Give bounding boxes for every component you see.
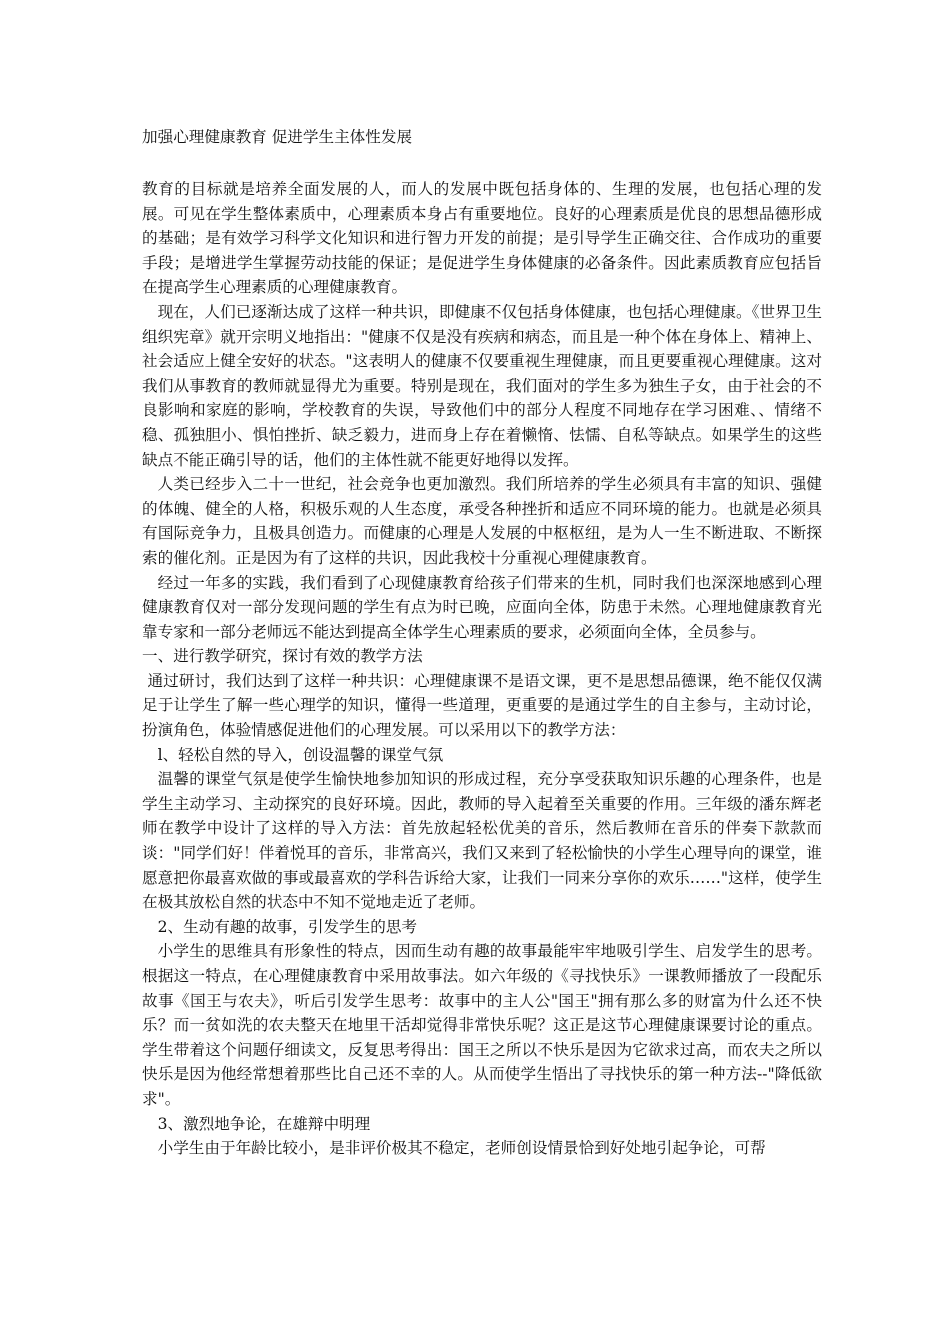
subheading-1: l、轻松自然的导入，创设温馨的课堂气氛 — [157, 745, 444, 764]
paragraph-4: 经过一年多的实践，我们看到了心现健康教育给孩子们带来的生机，同时我们也深深地感到心理健康教育仅对一部分发现问题的学生有点为时已晚，应面向全体，防患于未然。心理地健康教育光靠专家和一部分老师远不能达到提高全体学生心理素质的要求，必须面向全体，全员参与。 — [142, 573, 822, 641]
paragraph-8: 小学生由于年龄比较小，是非评价极其不稳定，老师创设情景恰到好处地引起争论，可帮 — [157, 1139, 766, 1158]
paragraph-7: 小学生的思维具有形象性的特点，因而生动有趣的故事最能牢牢地吸引学生、启发学生的思考。根据这一特点，在心理健康教育中采用故事法。如六年级的《寻找快乐》一课教师播放了一段配乐故事《国王与农夫》，听后引发学生思考：故事中的主人公"国王"拥有那么多的财富为什么还不快乐？而一贫如洗的农夫整天在地里干活却觉得非常快乐呢？这正是这节心理健康课要讨论的重点。学生带着这个问题仔细读文，反复思考得出：国王之所以不快乐是因为它欲求过高，而农夫之所以快乐是因为他经常想着那些比自己还不幸的人。从而使学生悟出了寻找快乐的第一种方法--"降低欲求"。 — [142, 942, 822, 1108]
section-heading-1: 一、进行教学研究，探讨有效的教学方法 — [142, 647, 423, 666]
paragraph-1: 教育的目标就是培养全面发展的人，而人的发展中既包括身体的、生理的发展，也包括心理的发展。可见在学生整体素质中，心理素质本身占有重要地位。良好的心理素质是优良的思想品德形成的基础；是有效学习科学文化知识和进行智力开发的前提；是引导学生正确交往、合作成功的重要手段；是增进学生掌握劳动技能的保证；是促进学生身体健康的必备条件。因此素质教育应包括旨在提高学生心理素质的心理健康教育。 — [142, 180, 822, 297]
paragraph-6: 温馨的课堂气氛是使学生愉快地参加知识的形成过程，充分享受获取知识乐趣的心理条件，也是学生主动学习、主动探究的良好环境。因此，教师的导入起着至关重要的作用。三年级的潘东辉老师在教学中设计了这样的导入方法：首先放起轻松优美的音乐，然后教师在音乐的伴奏下款款而谈："同学们好！伴着悦耳的音乐，非常高兴，我们又来到了轻松愉快的小学生心理导向的课堂，谁愿意把你最喜欢做的事或最喜欢的学科告诉给大家，让我们一同来分享你的欢乐……"这样，使学生在极其放松自然的状态中不知不觉地走近了老师。 — [142, 770, 822, 912]
document-body — [142, 177, 822, 1161]
document-title: 加强心理健康教育 促进学生主体性发展 — [142, 128, 413, 146]
subheading-2: 2、生动有趣的故事，引发学生的思考 — [157, 917, 418, 936]
paragraph-3: 人类已经步入二十一世纪，社会竞争也更加激烈。我们所培养的学生必须具有丰富的知识、强健的体魄、健全的人格，积极乐观的人生态度，承受各种挫折和适应不同环境的能力。也就是必须具有国际竞争力，且极具创造力。而健康的心理是人发展的中枢枢纽，是为人一生不断进取、不断探索的催化剂。正是因为有了这样的共识，因此我校十分重视心理健康教育。 — [142, 475, 822, 567]
subheading-3: 3、激烈地争论，在雄辩中明理 — [157, 1114, 371, 1133]
paragraph-2: 现在，人们已逐渐达成了这样一种共识，即健康不仅包括身体健康，也包括心理健康。《世界卫生组织宪章》就开宗明义地指出："健康不仅是没有疾病和病态，而且是一种个体在身体上、精神上、社会适应上健全安好的状态。"这表明人的健康不仅要重视生理健康，而且更要重视心理健康。这对我们从事教育的教师就显得尤为重要。特别是现在，我们面对的学生多为独生子女，由于社会的不良影响和家庭的影响，学校教育的失误，导致他们中的部分人程度不同地存在学习困难、、情绪不稳、孤独胆小、惧怕挫折、缺乏毅力，进而身上存在着懒惰、怯懦、自私等缺点。如果学生的这些缺点不能正确引导的话，他们的主体性就不能更好地得以发挥。 — [142, 302, 822, 469]
paragraph-5: 通过研讨，我们达到了这样一种共识：心理健康课不是语文课，更不是思想品德课，绝不能仅仅满足于让学生了解一些心理学的知识，懂得一些道理，更重要的是通过学生的自主参与，主动讨论，扮演角色，体验情感促进他们的心理发展。可以采用以下的教学方法： — [142, 671, 822, 740]
